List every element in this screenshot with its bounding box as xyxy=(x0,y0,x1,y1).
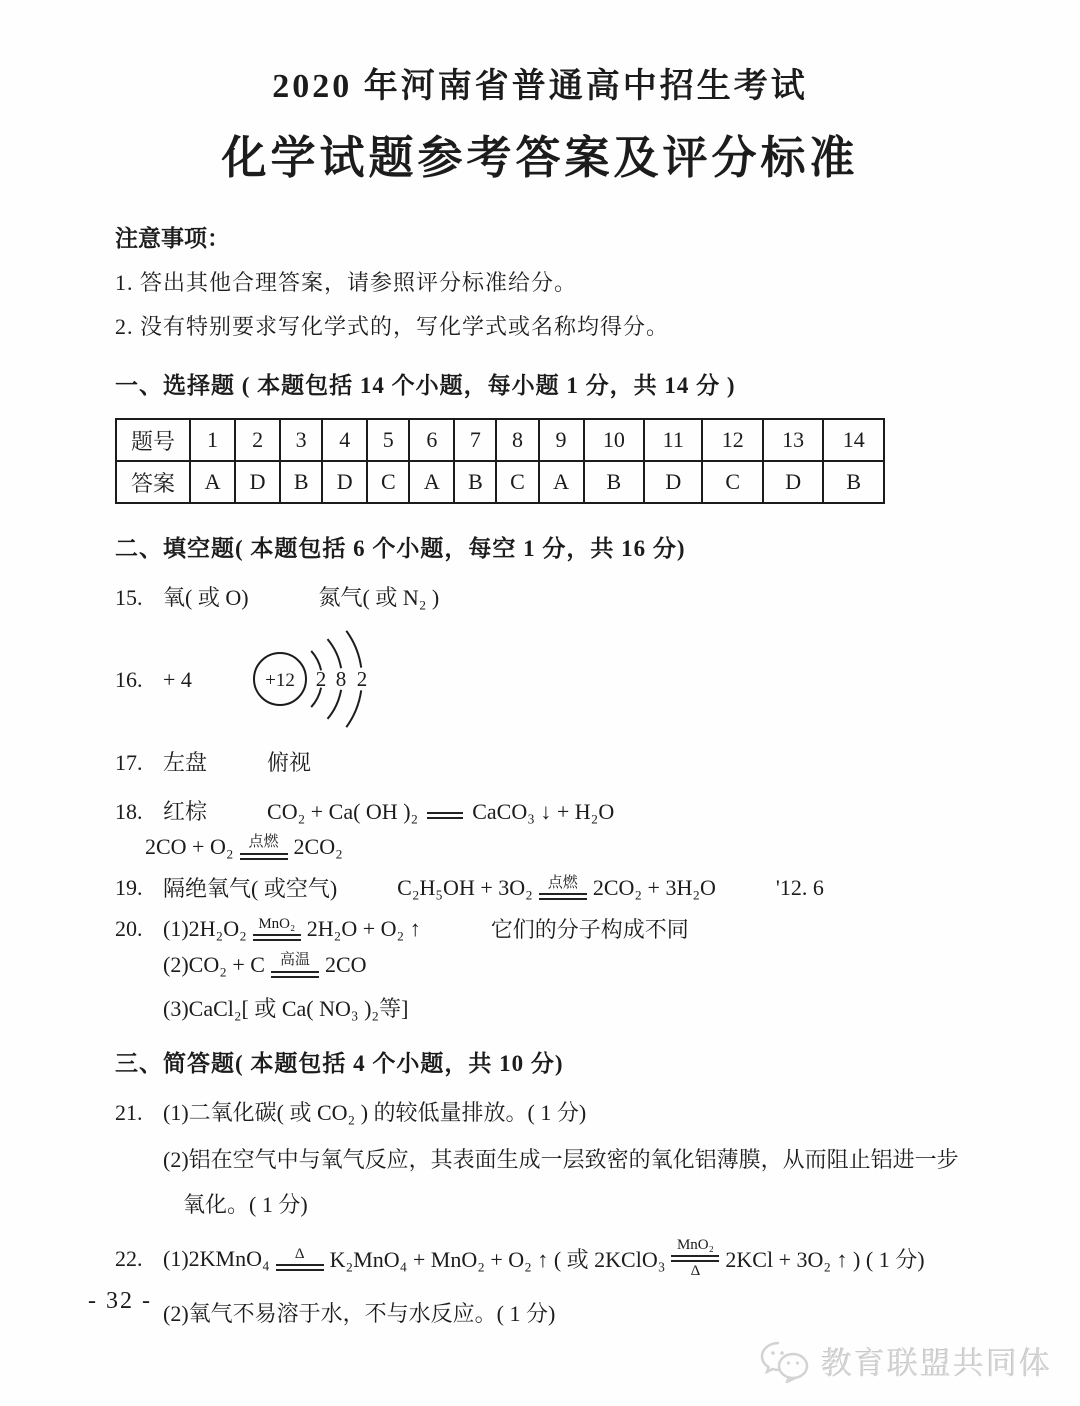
publisher-watermark xyxy=(759,1338,1052,1383)
question-21-part-2-line-1 xyxy=(115,1143,1025,1174)
table-cell: 11 xyxy=(644,419,702,461)
table-header-cell: 题号 xyxy=(116,419,190,461)
table-cell: C xyxy=(702,461,762,503)
chemical-equation: (1)2KMnO₄ xyxy=(163,1245,270,1271)
question-18 xyxy=(115,795,1025,826)
table-cell: 3 xyxy=(280,419,322,461)
watermark-text: 教育联盟共同体 xyxy=(821,1346,1052,1381)
double-bond-equals-sign xyxy=(253,934,301,941)
notes-heading: 注意事项： xyxy=(115,226,230,251)
answer-text: (2)铝在空气中与氧气反应，其表面生成一层致密的氧化铝薄膜，从而阻止铝进一步 xyxy=(163,1147,959,1172)
question-20-part-1 xyxy=(115,913,1025,944)
table-cell: 14 xyxy=(823,419,884,461)
table-cell: 5 xyxy=(367,419,409,461)
answer-text: 它们的分子构成不同 xyxy=(490,917,689,942)
chemical-equation: CO₂ + Ca( OH )₂ xyxy=(267,799,419,824)
chemical-equation: 2KCl + 3O₂ ↑ ) ( 1 分) xyxy=(725,1247,925,1273)
answer-text: + 4 xyxy=(163,667,192,692)
question-number: 22. xyxy=(115,1245,143,1271)
chemical-equation: 2H₂O + O₂ ↑ xyxy=(306,915,421,941)
reaction-condition-label: 高温 xyxy=(279,952,310,969)
question-number: 21. xyxy=(115,1100,143,1125)
answer-text: 隔绝氧气( 或空气) xyxy=(163,876,338,901)
catalyst-label: MnO₂ xyxy=(676,1237,714,1253)
answer-text: (3)CaCl₂[ 或 Ca( NO₃ )₂等] xyxy=(163,996,409,1021)
reaction-condition-sign xyxy=(253,916,301,941)
question-15 xyxy=(115,581,1025,612)
section-3-heading: 三、简答题( 本题包括 4 个小题，共 10 分) xyxy=(115,1051,564,1076)
double-bond-equals-sign xyxy=(539,893,587,900)
chemical-equation: 2CO₂ xyxy=(293,834,343,859)
question-number: 20. xyxy=(115,915,143,941)
note-item-2: 2. 没有特别要求写化学式的，写化学式或名称均得分。 xyxy=(115,314,670,339)
answer-text: 左盘 xyxy=(163,750,208,775)
table-cell: 4 xyxy=(322,419,367,461)
question-number: 15. xyxy=(115,585,143,610)
reaction-condition-sign xyxy=(276,1246,324,1271)
chat-bubbles-logo-icon xyxy=(759,1339,811,1383)
question-16 xyxy=(115,624,1025,736)
double-bond-equals-sign xyxy=(240,853,288,860)
exam-title-line2: 化学试题参考答案及评分标准 xyxy=(221,133,859,183)
shell-electron-count-3: 2 xyxy=(356,667,368,691)
atomic-structure-diagram xyxy=(250,624,382,736)
table-cell: C xyxy=(367,461,409,503)
catalyst-label: MnO₂ xyxy=(258,915,296,932)
question-22-part-1 xyxy=(115,1237,1025,1281)
document-header xyxy=(0,0,1080,186)
answer-text: (1)二氧化碳( 或 CO₂ ) 的较低量排放。( 1 分) xyxy=(163,1100,587,1125)
table-cell: 9 xyxy=(539,419,584,461)
table-cell: A xyxy=(190,461,235,503)
table-cell: D xyxy=(322,461,367,503)
chemical-equation: (1)2H₂O₂ xyxy=(163,915,247,941)
answer-value: '12. 6 xyxy=(775,874,824,900)
table-cell: 1 xyxy=(190,419,235,461)
document-body xyxy=(115,220,1025,1328)
table-header-cell: 答案 xyxy=(116,461,190,503)
question-22-part-2 xyxy=(115,1297,1025,1328)
note-item-1: 1. 答出其他合理答案，请参照评分标准给分。 xyxy=(115,270,578,295)
table-cell: 6 xyxy=(409,419,454,461)
table-cell: 2 xyxy=(235,419,280,461)
question-number: 16. xyxy=(115,667,143,692)
table-cell: B xyxy=(454,461,496,503)
table-cell: 10 xyxy=(584,419,644,461)
question-20-part-3 xyxy=(115,992,1025,1023)
table-cell: D xyxy=(644,461,702,503)
double-bond-equals-sign xyxy=(276,1264,324,1271)
chemical-equation: 2CO + O₂ xyxy=(145,834,234,859)
table-cell: A xyxy=(409,461,454,503)
reaction-condition-sign xyxy=(671,1237,719,1281)
chemical-equation: CaCO₃ ↓ + H₂O xyxy=(472,799,615,824)
table-cell: C xyxy=(496,461,538,503)
question-20-part-2 xyxy=(115,952,1025,978)
table-cell: B xyxy=(280,461,322,503)
shell-electron-count-2: 8 xyxy=(335,667,347,691)
answer-text: 氮气( 或 N₂ ) xyxy=(318,585,440,610)
answer-text: 氧化。( 1 分) xyxy=(183,1192,308,1217)
answer-text: 红棕 xyxy=(163,799,208,824)
answer-text: 氧( 或 O) xyxy=(163,585,249,610)
double-bond-equals-sign xyxy=(271,971,319,978)
multiple-choice-answer-table xyxy=(115,418,885,504)
table-cell: B xyxy=(584,461,644,503)
table-row-question-numbers xyxy=(116,419,884,461)
question-21-part-1 xyxy=(115,1096,1025,1127)
reaction-condition-sign xyxy=(240,834,288,859)
table-cell: B xyxy=(823,461,884,503)
table-cell: D xyxy=(763,461,823,503)
question-number: 17. xyxy=(115,750,143,775)
chemical-equation: 2CO xyxy=(324,952,367,977)
page-number: - 32 - xyxy=(88,1288,152,1314)
nucleus-charge-label: +12 xyxy=(265,670,295,691)
shell-electron-count-1: 2 xyxy=(315,667,327,691)
double-bond-equals-sign xyxy=(671,1255,719,1262)
table-cell: 12 xyxy=(702,419,762,461)
question-number: 18. xyxy=(115,799,143,824)
exam-title-line1: 2020 年河南省普通高中招生考试 xyxy=(272,68,808,105)
answer-text: (2)氧气不易溶于水，不与水反应。( 1 分) xyxy=(163,1300,556,1326)
table-row-answers xyxy=(116,461,884,503)
table-cell: A xyxy=(539,461,584,503)
chemical-equation: 2CO₂ + 3H₂O xyxy=(592,874,716,900)
question-number: 19. xyxy=(115,874,143,900)
reaction-condition-label: 点燃 xyxy=(248,834,279,851)
chemical-equation: C₂H₅OH + 3O₂ xyxy=(397,874,533,900)
double-bond-equals-sign xyxy=(427,812,463,819)
heat-delta-label: Δ xyxy=(294,1246,305,1263)
reaction-condition-sign xyxy=(539,875,587,900)
table-cell: D xyxy=(235,461,280,503)
heat-delta-label: Δ xyxy=(690,1263,701,1280)
question-21-part-2-line-2 xyxy=(115,1188,1025,1219)
chemical-equation: (2)CO₂ + C xyxy=(163,952,265,977)
section-2-heading: 二、填空题( 本题包括 6 个小题，每空 1 分，共 16 分) xyxy=(115,536,686,561)
table-cell: 13 xyxy=(763,419,823,461)
table-cell: 8 xyxy=(496,419,538,461)
question-17 xyxy=(115,746,1025,777)
reaction-condition-sign xyxy=(271,952,319,977)
question-18-equation-2 xyxy=(115,834,1025,860)
question-19 xyxy=(115,872,1025,903)
section-1-heading: 一、选择题 ( 本题包括 14 个小题，每小题 1 分，共 14 分 ) xyxy=(115,373,736,398)
chemical-equation: K₂MnO₄ + MnO₂ + O₂ ↑ ( 或 2KClO₃ xyxy=(329,1247,666,1273)
table-cell: 7 xyxy=(454,419,496,461)
answer-text: 俯视 xyxy=(267,750,312,775)
reaction-condition-label: 点燃 xyxy=(547,874,578,891)
